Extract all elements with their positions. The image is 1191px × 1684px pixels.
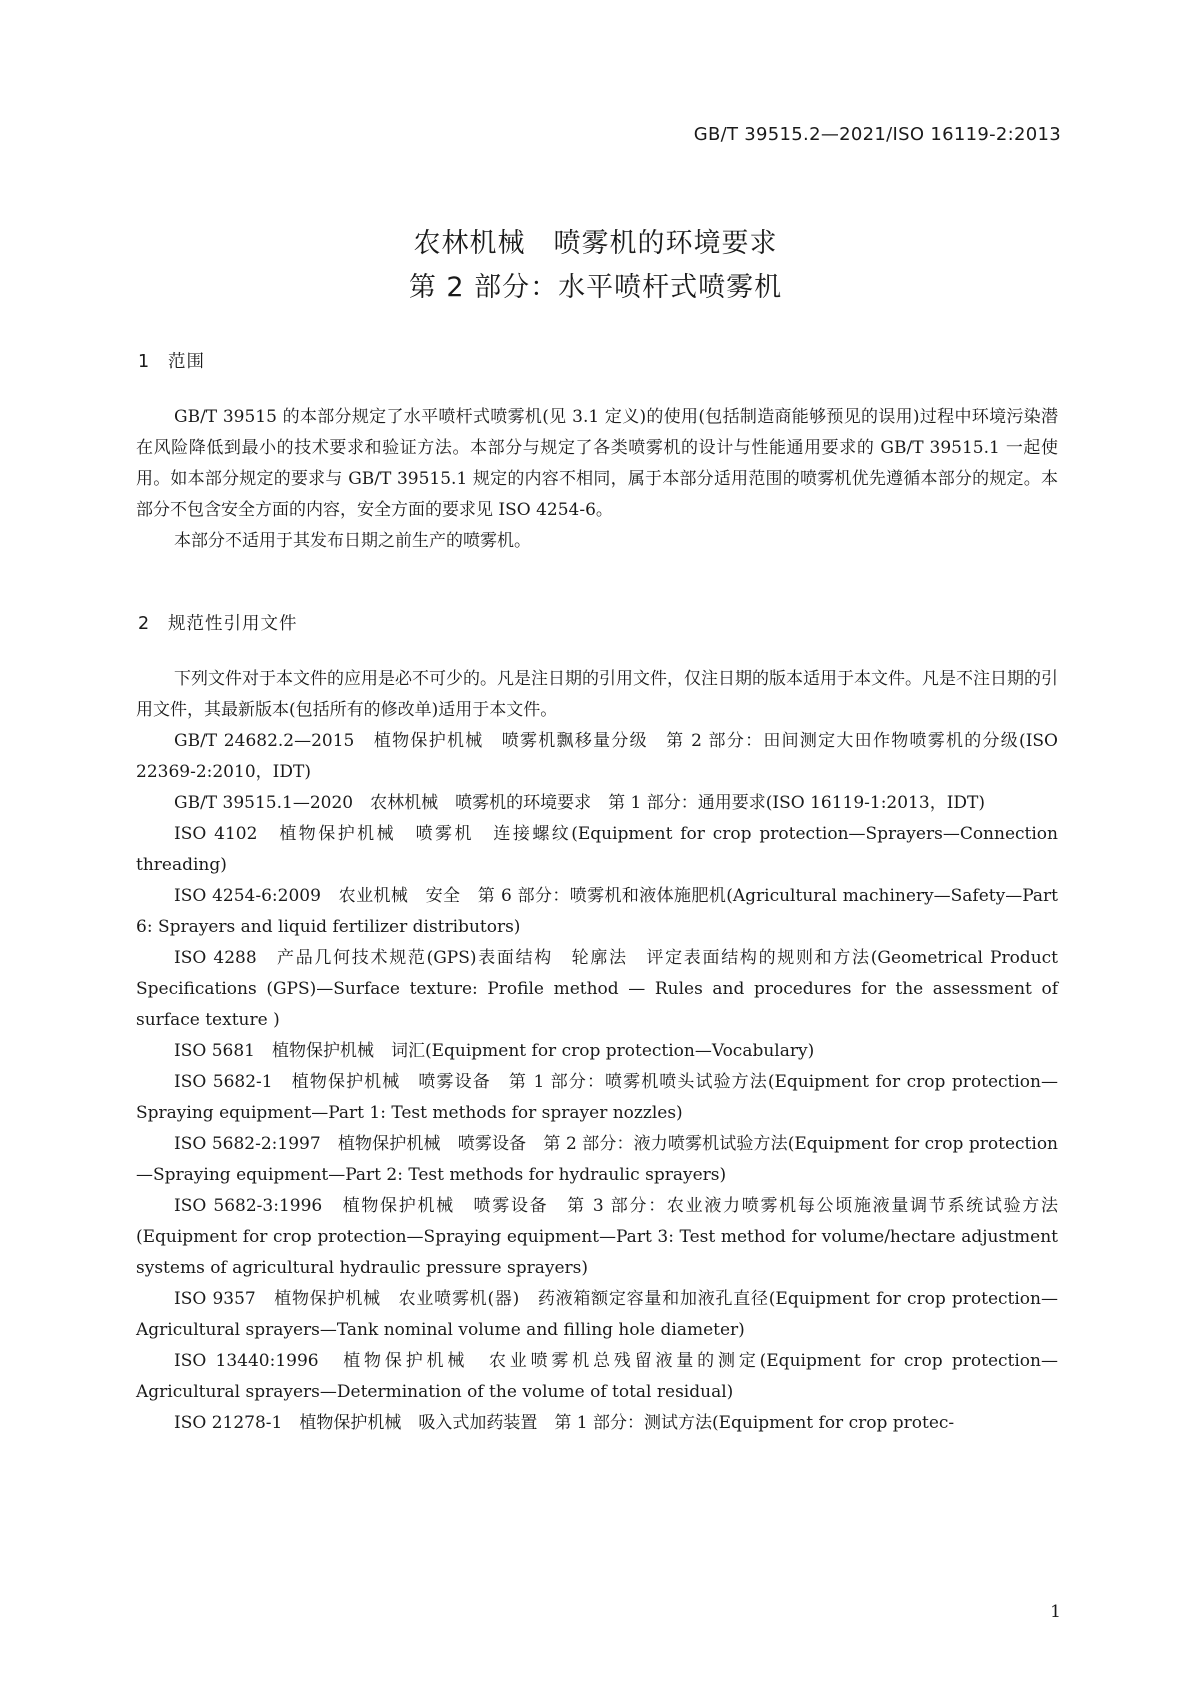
reference-entry: ISO 21278-1 植物保护机械 吸入式加药装置 第 1 部分：测试方法(Equipment for crop protec- <box>174 1413 955 1433</box>
paragraph: 本部分不适用于其发布日期之前生产的喷雾机。 <box>174 531 531 551</box>
paragraph: 下列文件对于本文件的应用是必不可少的。凡是注日期的引用文件，仅注日期的版本适用于本文件。凡是不注日期的引用文件，其最新版本(包括所有的修改单)适用于本文件。 <box>136 669 1058 720</box>
section-2-number: 2 <box>138 614 151 634</box>
reference-entry: ISO 5681 植物保护机械 词汇(Equipment for crop protection—Vocabulary) <box>174 1041 815 1061</box>
section-1-heading <box>138 348 205 373</box>
reference-entry: ISO 9357 植物保护机械 农业喷雾机(器) 药液箱额定容量和加液孔直径(Equipment for crop protection—Agricultural sprayers—Tank nominal volume and filling hole diameter) <box>136 1289 1058 1340</box>
reference-entry: ISO 5682-3:1996 植物保护机械 喷雾设备 第 3 部分：农业液力喷雾机每公顷施液量调节系统试验方法(Equipment for crop protection—Spraying equipment—Part 3: Test method for volume/hectare adjustment systems of agricultural hydraulic pressure sprayers) <box>136 1196 1058 1278</box>
reference-entry: ISO 5682-1 植物保护机械 喷雾设备 第 1 部分：喷雾机喷头试验方法(Equipment for crop protection—Spraying equipment—Part 1: Test methods for sprayer nozzles) <box>136 1072 1058 1123</box>
section-1-number: 1 <box>138 352 151 372</box>
reference-entry: ISO 13440:1996 植物保护机械 农业喷雾机总残留液量的测定(Equipment for crop protection—Agricultural sprayers—Determination of the volume of total residual) <box>136 1351 1058 1402</box>
reference-entry: GB/T 24682.2—2015 植物保护机械 喷雾机飘移量分级 第 2 部分：田间测定大田作物喷雾机的分级(ISO 22369-2:2010，IDT) <box>136 731 1058 782</box>
reference-entry: ISO 4254-6:2009 农业机械 安全 第 6 部分：喷雾机和液体施肥机(Agricultural machinery—Safety—Part 6: Sprayers and liquid fertilizer distributors) <box>136 886 1058 937</box>
paragraph: GB/T 39515 的本部分规定了水平喷杆式喷雾机(见 3.1 定义)的使用(包括制造商能够预见的误用)过程中环境污染潜在风险降低到最小的技术要求和验证方法。本部分与规定了各类喷雾机的设计与性能通用要求的 GB/T 39515.1 一起使用。如本部分规定的要求与 GB/T 39515.1 规定的内容不相同，属于本部分适用范围的喷雾机优先遵循本部分的规定。本部分不包含安全方面的内容，安全方面的要求见 ISO 4254-6。 <box>136 407 1058 520</box>
page-number: 1 <box>1050 1602 1061 1622</box>
reference-entry: ISO 4288 产品几何技术规范(GPS)表面结构 轮廓法 评定表面结构的规则和方法(Geometrical Product Specifications (GPS)—Surface texture: Profile method — Rules and procedures for the assessment of surface texture ) <box>136 948 1058 1030</box>
section-2-body <box>136 664 1058 1439</box>
section-2-heading <box>138 610 298 635</box>
reference-entry: GB/T 39515.1—2020 农林机械 喷雾机的环境要求 第 1 部分：通用要求(ISO 16119-1:2013，IDT) <box>174 793 986 813</box>
standard-code: GB/T 39515.2—2021/ISO 16119-2:2013 <box>693 124 1061 145</box>
reference-entry: ISO 5682-2:1997 植物保护机械 喷雾设备 第 2 部分：液力喷雾机试验方法(Equipment for crop protection—Spraying equipment—Part 2: Test methods for hydraulic sprayers) <box>136 1134 1058 1185</box>
section-1-title: 范围 <box>168 352 205 372</box>
title-line-1: 农林机械 喷雾机的环境要求 <box>413 228 778 259</box>
document-title <box>0 222 1191 310</box>
section-2-title: 规范性引用文件 <box>168 614 298 634</box>
title-line-2: 第 2 部分：水平喷杆式喷雾机 <box>408 272 783 303</box>
reference-entry: ISO 4102 植物保护机械 喷雾机 连接螺纹(Equipment for crop protection—Sprayers—Connection threading) <box>136 824 1058 875</box>
section-1-body <box>136 402 1058 557</box>
